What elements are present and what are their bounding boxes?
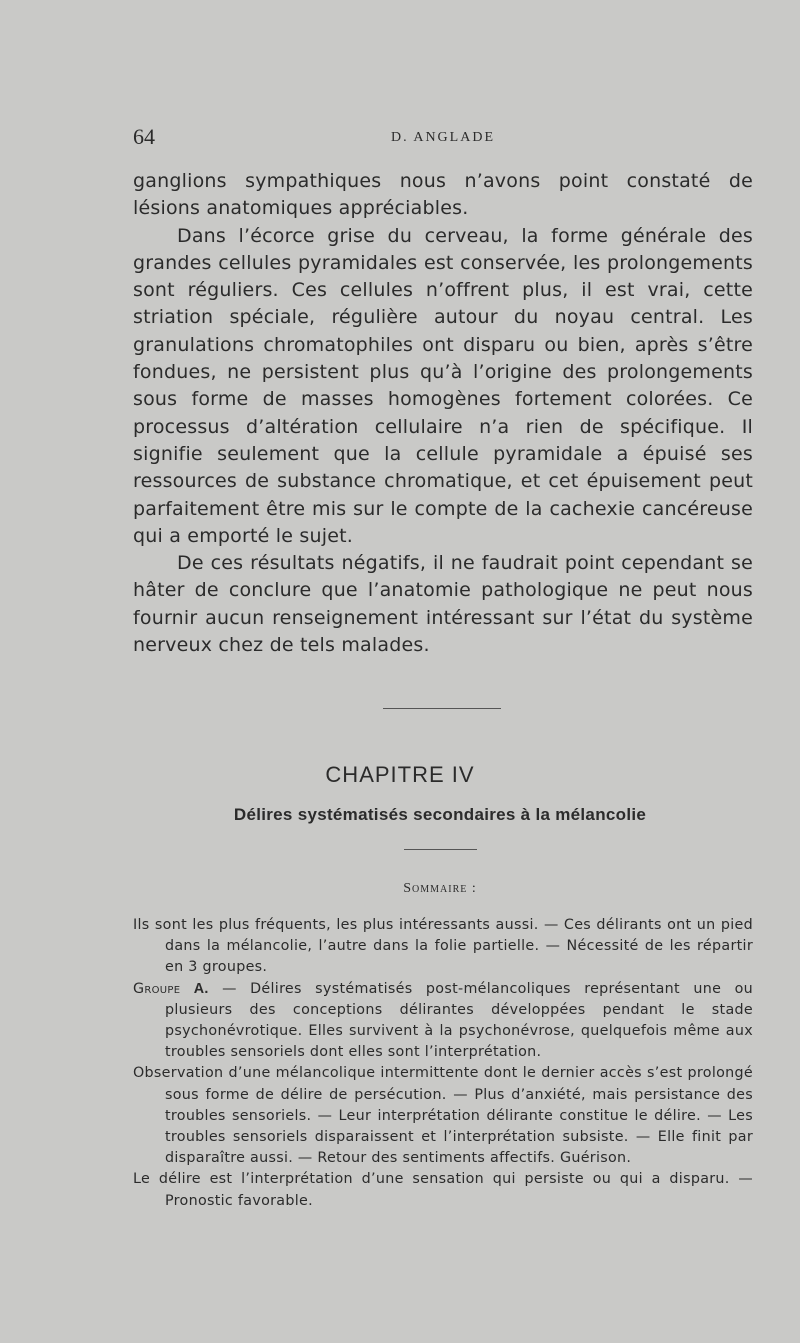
group-label: Groupe — [133, 980, 181, 997]
running-head: D. ANGLADE — [391, 130, 495, 145]
summary-heading — [0, 881, 800, 897]
summary-item: Ils sont les plus fréquents, les plus intéressants aussi. — Ces délirants ont un pied dans la mélancolie, l’autre dans la folie partielle. — Nécessité de les répartir en 3 groupes. — [133, 917, 753, 976]
title-divider — [404, 849, 477, 850]
paragraph: Dans l’écorce grise du cerveau, la forme générale des grandes cellules pyramidales est conservée, les prolongements sont réguliers. Ces cellules n’offrent plus, il est vrai, cette striation spéciale, régulière autour du noyau central. Les granulations chromatophiles ont disparu ou bien, après s’être fondues, ne persistent plus qu’à l’origine des prolongements sous forme de masses homogènes fortement colorées. Ce processus d’altération cellulaire n’a rien de spécifique. Il signifie seulement que la cellule pyramidale a épuisé ses ressources de substance chromatique, et cet épuisement peut parfaitement être mis sur le compte de la cachexie cancéreuse qui a emporté le sujet. — [133, 224, 753, 547]
summary-item: Le délire est l’interprétation d’une sensation qui persiste ou qui a disparu. — Pronostic favorable. — [133, 1171, 753, 1209]
paragraph: De ces résultats négatifs, il ne faudrait point cependant se hâter de conclure que l’anatomie pathologique ne peut nous fournir aucun renseignement intéressant sur l’état du système nerveux chez de tels malades. — [133, 552, 753, 657]
summary-item-text: — Délires systématisés post-mélancoliques représentant une ou plusieurs des conceptions délirantes développées pendant le stade psychonévrotique. Elles survivent à la psychonévrose, quelquefois même aux troubles sensoriels dont elles sont l’interprétation. — [165, 980, 753, 1061]
paragraph: ganglions sympathiques nous n’avons point constaté de lésions anatomiques appréciables. — [133, 170, 753, 220]
section-divider — [383, 708, 501, 709]
summary — [133, 915, 753, 1212]
summary-item — [133, 979, 753, 1064]
summary-item: Observation d’une mélancolique intermittente dont le dernier accès s’est prolongé sous forme de délire de persécution. — Plus d’anxiété, mais persistance des troubles sensoriels. — Leur interprétation délirante constitue le délire. — Les troubles sensoriels disparaissent et l’interprétation subsiste. — Elle finit par disparaître aussi. — Retour des sentiments affectifs. Guérison. — [133, 1065, 753, 1167]
page-number: 64 — [133, 124, 155, 149]
page-header — [133, 124, 753, 154]
chapter-number: CHAPITRE IV — [325, 762, 475, 787]
chapter-title: Délires systématisés secondaires à la mélancolie — [233, 805, 647, 824]
group-letter: A. — [193, 980, 209, 997]
summary-heading-text: Sommaire : — [403, 881, 477, 896]
body-text — [133, 168, 753, 659]
